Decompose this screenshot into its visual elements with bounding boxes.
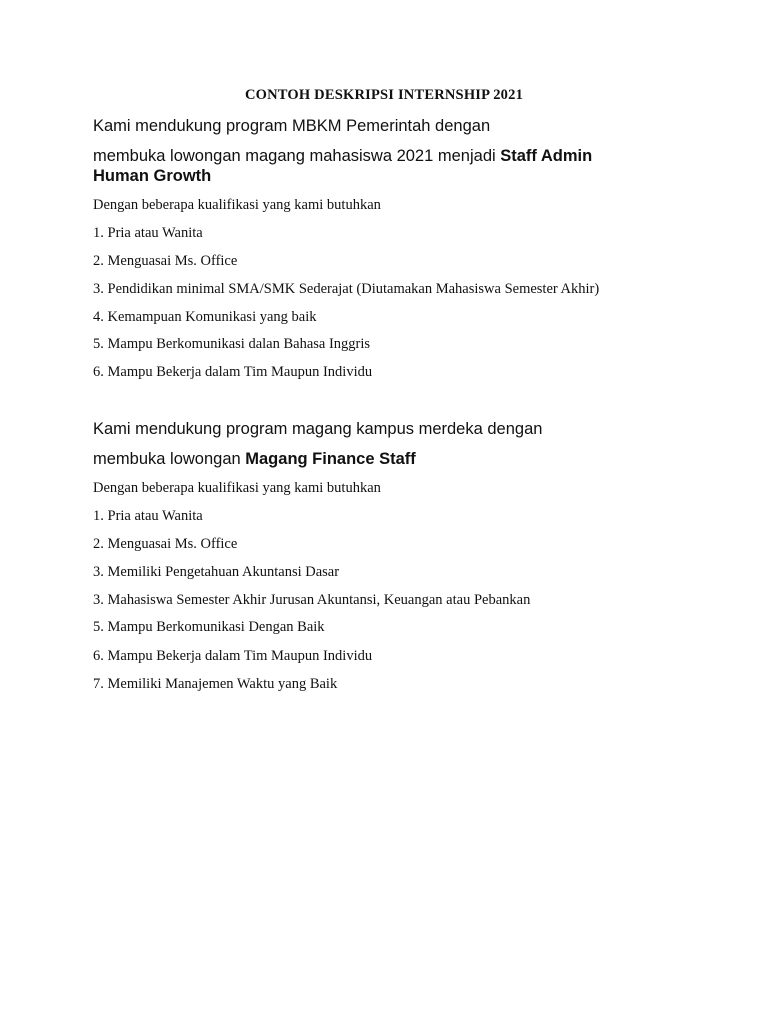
section1-list-item: 1. Pria atau Wanita: [93, 225, 203, 241]
section2-list-item: 3. Memiliki Pengetahuan Akuntansi Dasar: [93, 564, 340, 580]
section1-intro-line2-prefix: membuka lowongan magang mahasiswa 2021 menjadi: [93, 147, 501, 165]
section2-qualification-heading: Dengan beberapa kualifikasi yang kami butuhkan: [93, 480, 381, 496]
section1-list-item: 5. Mampu Berkomunikasi dalan Bahasa Inggris: [93, 336, 371, 352]
section1-list-item: 6. Mampu Bekerja dalam Tim Maupun Individu: [93, 364, 373, 380]
section2-list-item: 3. Mahasiswa Semester Akhir Jurusan Akuntansi, Keuangan atau Pebankan: [93, 592, 531, 608]
section2-position-title: Magang Finance Staff: [245, 450, 416, 468]
section2-list-item: 6. Mampu Bekerja dalam Tim Maupun Individu: [93, 648, 373, 664]
section2-list-item: 5. Mampu Berkomunikasi Dengan Baik: [93, 619, 325, 635]
section1-position-title-part2: Human Growth: [93, 167, 212, 185]
section1-list-item: 2. Menguasai Ms. Office: [93, 253, 238, 269]
document-title: CONTOH DESKRIPSI INTERNSHIP 2021: [244, 87, 524, 103]
section1-intro-line2: [93, 146, 592, 166]
section2-list-item: 1. Pria atau Wanita: [93, 508, 203, 524]
section2-intro-line2: [93, 449, 416, 469]
section1-intro-line3: [93, 166, 211, 186]
section2-intro-line2-prefix: membuka lowongan: [93, 450, 246, 468]
section2-list-item: 2. Menguasai Ms. Office: [93, 536, 238, 552]
section2-intro-line1: Kami mendukung program magang kampus merdeka dengan: [93, 420, 543, 438]
section1-qualification-heading: Dengan beberapa kualifikasi yang kami butuhkan: [93, 197, 381, 213]
section2-list-item: 7. Memiliki Manajemen Waktu yang Baik: [93, 676, 338, 692]
section1-position-title-part1: Staff Admin: [500, 147, 593, 165]
section1-intro-line1: Kami mendukung program MBKM Pemerintah dengan: [93, 117, 491, 135]
section1-list-item: 4. Kemampuan Komunikasi yang baik: [93, 309, 317, 325]
section1-list-item: 3. Pendidikan minimal SMA/SMK Sederajat (Diutamakan Mahasiswa Semester Akhir): [93, 281, 600, 297]
